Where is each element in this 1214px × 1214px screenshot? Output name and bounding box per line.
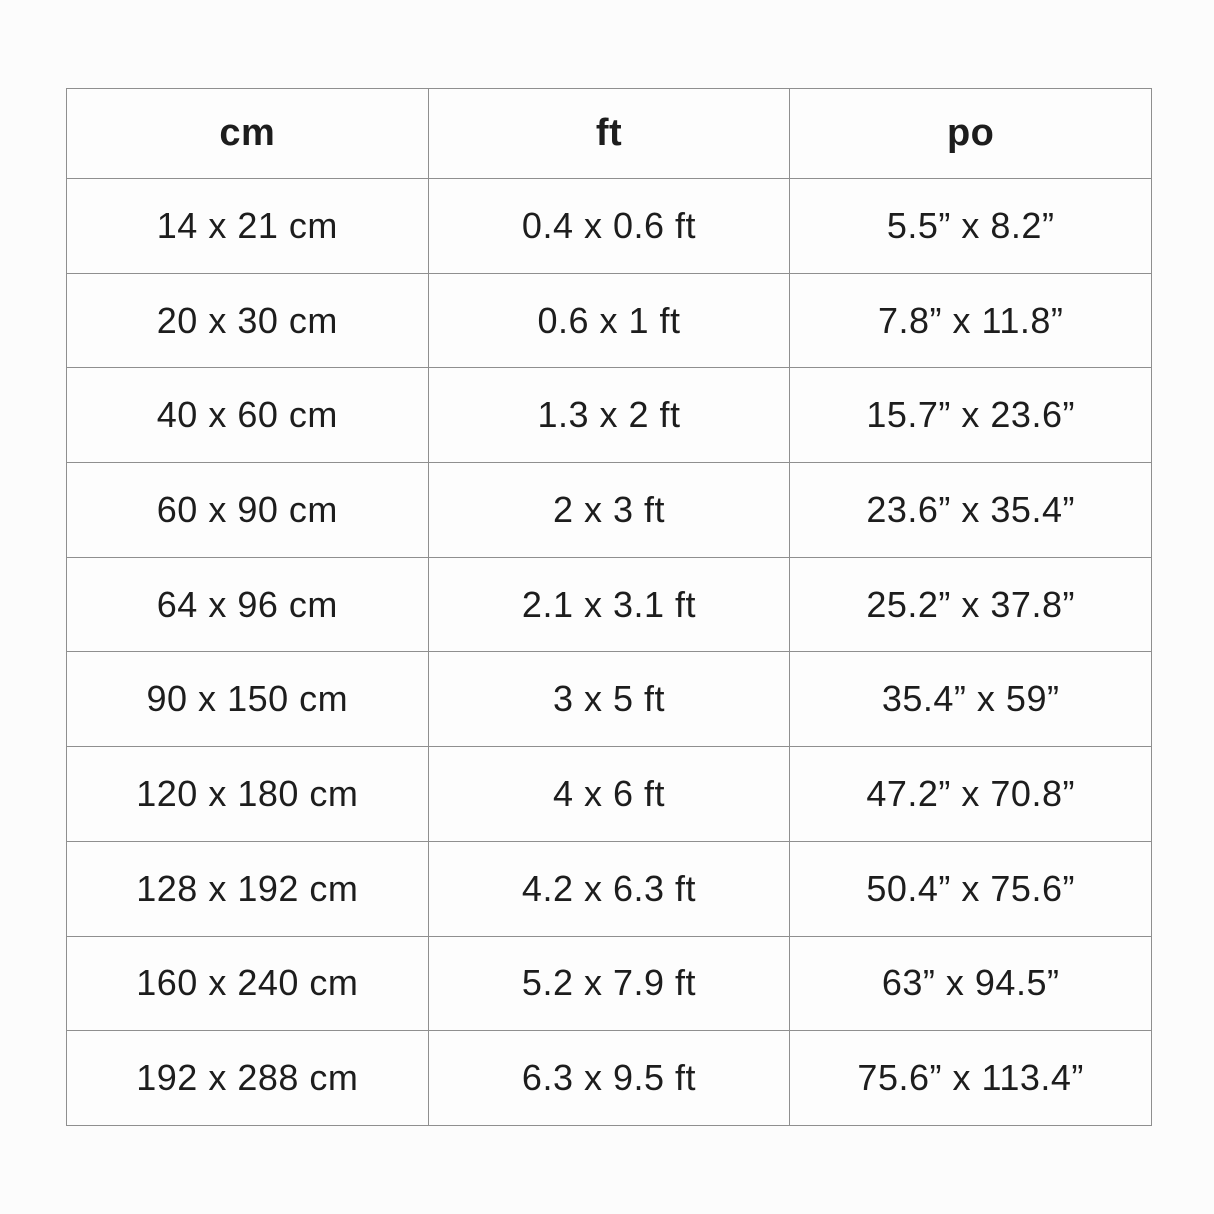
table-cell: 40 x 60 cm xyxy=(67,368,429,463)
table-cell: 60 x 90 cm xyxy=(67,463,429,558)
table-body xyxy=(67,179,1152,1126)
table-cell: 120 x 180 cm xyxy=(67,747,429,842)
table-row xyxy=(67,179,1152,274)
table-row xyxy=(67,936,1152,1031)
table-cell: 0.6 x 1 ft xyxy=(428,273,790,368)
table-row xyxy=(67,1031,1152,1126)
table-cell: 0.4 x 0.6 ft xyxy=(428,179,790,274)
table-row xyxy=(67,273,1152,368)
table-cell: 2 x 3 ft xyxy=(428,463,790,558)
table-cell: 2.1 x 3.1 ft xyxy=(428,557,790,652)
table-cell: 20 x 30 cm xyxy=(67,273,429,368)
table-row xyxy=(67,368,1152,463)
table-cell: 64 x 96 cm xyxy=(67,557,429,652)
column-header-ft: ft xyxy=(428,89,790,179)
table-cell: 47.2” x 70.8” xyxy=(790,747,1152,842)
table-cell: 90 x 150 cm xyxy=(67,652,429,747)
table-cell: 14 x 21 cm xyxy=(67,179,429,274)
table-cell: 192 x 288 cm xyxy=(67,1031,429,1126)
table-cell: 23.6” x 35.4” xyxy=(790,463,1152,558)
column-header-po: po xyxy=(790,89,1152,179)
table-cell: 50.4” x 75.6” xyxy=(790,841,1152,936)
table-cell: 128 x 192 cm xyxy=(67,841,429,936)
table-cell: 63” x 94.5” xyxy=(790,936,1152,1031)
table-cell: 5.5” x 8.2” xyxy=(790,179,1152,274)
table-cell: 7.8” x 11.8” xyxy=(790,273,1152,368)
table-cell: 4.2 x 6.3 ft xyxy=(428,841,790,936)
table-header xyxy=(67,89,1152,179)
table-row xyxy=(67,747,1152,842)
table-header-row xyxy=(67,89,1152,179)
table-cell: 75.6” x 113.4” xyxy=(790,1031,1152,1126)
table-cell: 3 x 5 ft xyxy=(428,652,790,747)
table-row xyxy=(67,841,1152,936)
table-cell: 15.7” x 23.6” xyxy=(790,368,1152,463)
column-header-cm: cm xyxy=(67,89,429,179)
table-cell: 5.2 x 7.9 ft xyxy=(428,936,790,1031)
table-cell: 35.4” x 59” xyxy=(790,652,1152,747)
table-row xyxy=(67,652,1152,747)
table-cell: 1.3 x 2 ft xyxy=(428,368,790,463)
table-cell: 160 x 240 cm xyxy=(67,936,429,1031)
table-row xyxy=(67,463,1152,558)
table-cell: 4 x 6 ft xyxy=(428,747,790,842)
table-row xyxy=(67,557,1152,652)
size-conversion-table xyxy=(66,88,1152,1126)
table-cell: 6.3 x 9.5 ft xyxy=(428,1031,790,1126)
table-cell: 25.2” x 37.8” xyxy=(790,557,1152,652)
